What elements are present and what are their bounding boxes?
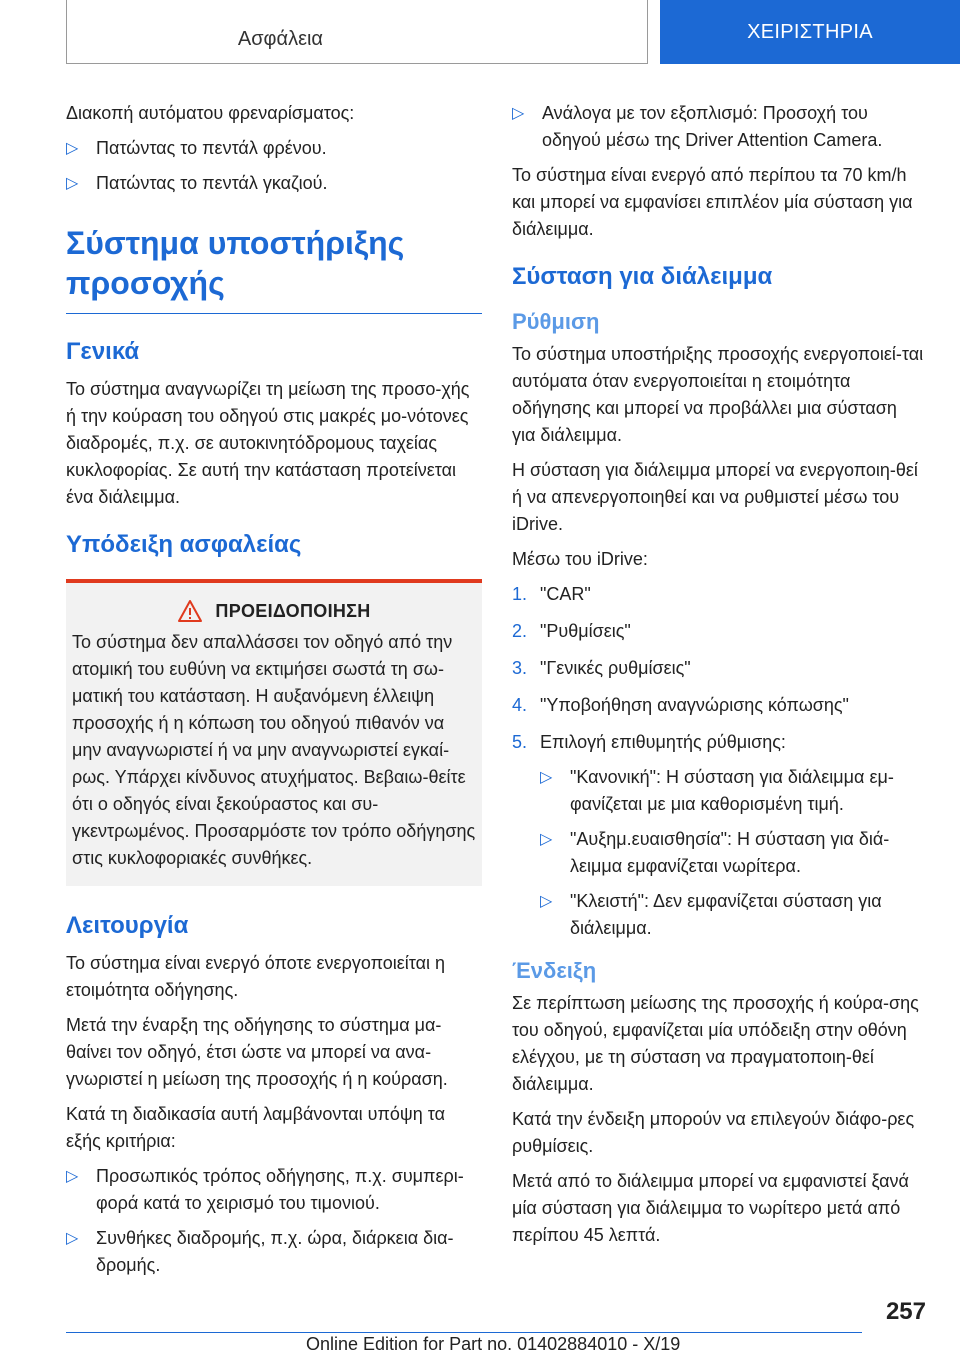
heading-setting: Ρύθμιση <box>512 309 600 334</box>
warning-text: Το σύστημα δεν απαλλάσσει τον οδηγό από την ατομική του ευθύνη να εκτιμήσει σωστά τη σω-ματική του κατάσταση. Η αυξανόμενη έλλειψη προσοχής ή η κόπωση του οδηγού πιθανόν να μην αναγνωριστεί ή να μην αναγνωριστεί εγκαί-ρως. Υπάρχει κίνδυνος ατυχήματος. Βεβαιω-θείτε ότι ο οδηγός είναι ξεκούραστος και συ-γκεντρωμένος. Προσαρμόστε τον τρόπο οδήγησης στις κυκλοφοριακές συνθήκες. <box>72 632 476 868</box>
criteria-bullets <box>66 1163 482 1279</box>
function-text-1: Το σύστημα είναι ενεργό όποτε ενεργοποιείται η ετοιμότητα οδήγησης. <box>66 953 446 1000</box>
section-title-attention: Σύστημα υποστήριξης προσοχής <box>66 225 405 301</box>
edition-note: Online Edition for Part no. 01402884010 - X/19 <box>306 1334 681 1354</box>
list-item: ▷ "Κλειστή": Δεν εμφανίζεται σύσταση για διάλειμμα. <box>540 888 924 942</box>
step-item: 4. "Υποβοήθηση αναγνώρισης κόπωσης" <box>512 695 849 715</box>
indication-text-2: Κατά την ένδειξη μπορούν να επιλεγούν διάφο-ρες ρυθμίσεις. <box>512 1109 915 1156</box>
intro-bullets <box>66 135 482 197</box>
setting-options <box>540 764 924 942</box>
triangle-bullet-icon: ▷ <box>540 893 553 910</box>
section-title: Ασφάλεια <box>237 28 323 50</box>
triangle-bullet-icon: ▷ <box>540 831 553 848</box>
heading-break-recommendation: Σύσταση για διάλειμμα <box>512 263 773 290</box>
setting-text-2: Η σύσταση για διάλειμμα μπορεί να ενεργοποιη-θεί ή να απενεργοποιηθεί και να ρυθμιστεί μέσω του iDrive. <box>512 460 918 534</box>
idrive-steps <box>512 581 924 942</box>
list-item: ▷ "Αυξημ.ευαισθησία": Η σύσταση για διά-λειμμα εμφανίζεται νωρίτερα. <box>540 826 924 880</box>
function-text-3: Κατά τη διαδικασία αυτή λαμβάνονται υπόψη τα εξής κριτήρια: <box>66 1104 446 1151</box>
heading-function: Λειτουργία <box>66 912 189 939</box>
general-text: Το σύστημα αναγνωρίζει τη μείωση της προσο-χής ή την κούραση του οδηγού στις μακρές μο-νότονες διαδρομές, π.χ. σε αυτοκινητόδρομους ταχείας κυκλοφορίας. Σε αυτή την κατάσταση προτείνεται ένα διάλειμμα. <box>66 379 470 507</box>
setting-text-3: Μέσω του iDrive: <box>512 549 648 569</box>
footer-divider <box>66 1332 862 1333</box>
triangle-bullet-icon: ▷ <box>66 1168 79 1185</box>
warning-triangle-icon <box>177 599 203 623</box>
indication-text-1: Σε περίπτωση μείωσης της προσοχής ή κούρα-σης του οδηγού, εμφανίζεται μία υπόδειξη στην οθόνη ελέγχου, με τη σύσταση να πραγματοποιη-θεί διάλειμμα. <box>512 993 919 1094</box>
function-text-2: Μετά την έναρξη της οδήγησης το σύστημα μα-θαίνει τον οδηγό, έτσι ώστε να μπορεί να ανα-γνωριστεί η μείωση της προσοχής ή η κούραση. <box>66 1015 448 1089</box>
step-item: 3. "Γενικές ρυθμίσεις" <box>512 658 691 678</box>
list-item: ▷ Συνθήκες διαδρομής, π.χ. ώρα, διάρκεια δια-δρομής. <box>66 1225 482 1279</box>
list-item: ▷ Πατώντας το πεντάλ γκαζιού. <box>66 170 482 197</box>
heading-safety: Υπόδειξη ασφαλείας <box>66 531 302 558</box>
heading-indication: Ένδειξη <box>512 958 597 983</box>
chapter-tab[interactable] <box>660 0 960 64</box>
equipment-bullets <box>512 100 924 154</box>
active-text: Το σύστημα είναι ενεργό από περίπου τα 70 km/h και μπορεί να εμφανίσει επιπλέον μία σύσταση για διάλειμμα. <box>512 165 913 239</box>
list-item: ▷ Ανάλογα με τον εξοπλισμό: Προσοχή του οδηγού μέσω της Driver Attention Camera. <box>512 100 924 154</box>
right-column <box>512 100 924 1257</box>
chapter-tab-label: ΧΕΙΡΙΣΤΗΡΙΑ <box>747 20 873 43</box>
step-item: 1. "CAR" <box>512 584 591 604</box>
triangle-bullet-icon: ▷ <box>66 1230 79 1247</box>
header-frame <box>66 0 648 64</box>
list-item: ▷ Προσωπικός τρόπος οδήγησης, π.χ. συμπερι-φορά κατά το χειρισμό του τιμονιού. <box>66 1163 482 1217</box>
triangle-bullet-icon: ▷ <box>512 105 525 122</box>
intro-text: Διακοπή αυτόματου φρεναρίσματος: <box>66 103 355 123</box>
list-item: ▷ Πατώντας το πεντάλ φρένου. <box>66 135 482 162</box>
warning-title: ΠΡΟΕΙΔΟΠΟΙΗΣΗ <box>215 600 371 621</box>
warning-header <box>72 599 476 623</box>
heading-general: Γενικά <box>66 338 140 365</box>
list-item: ▷ "Κανονική": Η σύσταση για διάλειμμα εμ-φανίζεται με μια καθορισμένη τιμή. <box>540 764 924 818</box>
setting-text-1: Το σύστημα υποστήριξης προσοχής ενεργοποιεί-ται αυτόματα όταν ενεργοποιείται η ετοιμότητα οδήγησης και μπορεί να προβάλλει μια σύσταση για διάλειμμα. <box>512 344 924 445</box>
step-item: 5. Επιλογή επιθυμητής ρύθμισης: ▷ "Κανονική": Η σύσταση για διάλειμμα εμ-φανίζεται με μια καθορισμένη τιμή. ▷ "Αυξημ.ευαισθησία": Η σύσταση για διά-λειμμα εμφανίζεται νωρίτερα. ▷ "Κλειστή": Δεν εμφανίζεται σύσταση για διάλειμμα. <box>512 729 924 942</box>
page-number: 257 <box>885 1298 926 1325</box>
triangle-bullet-icon: ▷ <box>66 140 79 157</box>
triangle-bullet-icon: ▷ <box>540 769 553 786</box>
warning-box <box>66 579 482 886</box>
indication-text-3: Μετά από το διάλειμμα μπορεί να εμφανιστεί ξανά μία σύσταση για διάλειμμα το νωρίτερο μετά από περίπου 45 λεπτά. <box>512 1171 909 1245</box>
left-column <box>66 100 482 1287</box>
title-divider <box>66 313 482 314</box>
step-item: 2. "Ρυθμίσεις" <box>512 621 631 641</box>
triangle-bullet-icon: ▷ <box>66 175 79 192</box>
